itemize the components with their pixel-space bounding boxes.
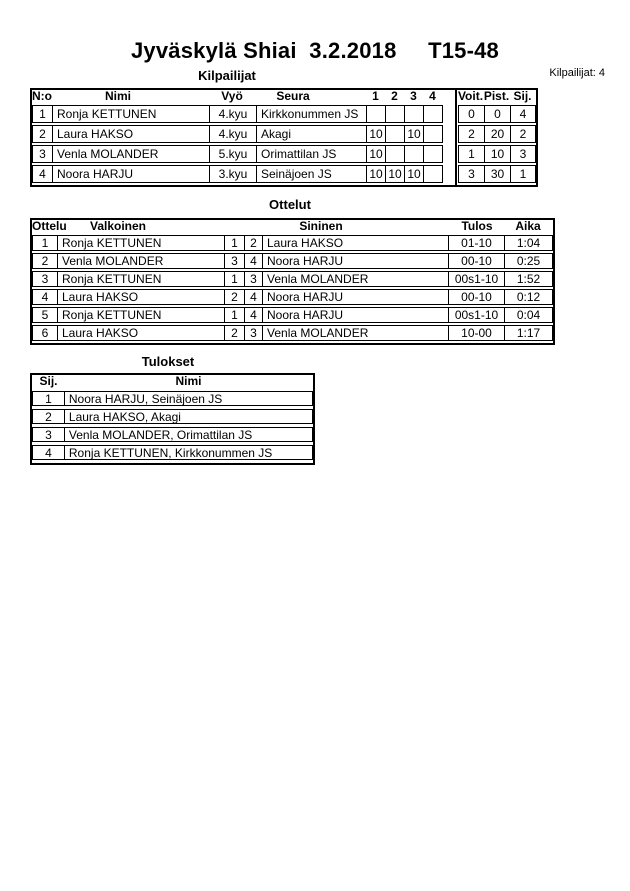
cell-blue-no: 2 [244,235,263,251]
cell-score-1 [366,105,386,123]
cell-score-4 [423,125,443,143]
cell-sij: 2 [510,125,536,143]
cell-sij: 2 [32,409,65,424]
cell-tulos: 00-10 [448,253,505,269]
cell-valkoinen: Laura HAKSO [57,325,225,341]
cell-seura: Akagi [256,125,367,143]
cell-nimi: Ronja KETTUNEN, Kirkkonummen JS [64,445,313,460]
cell-blue-no: 4 [244,307,263,323]
cell-match-no: 5 [32,307,58,323]
cell-blue-no: 4 [244,289,263,305]
cell-blue-no: 3 [244,271,263,287]
cell-tulos: 00s1-10 [448,307,505,323]
cell-aika: 1:52 [504,271,553,287]
cell-aika: 1:17 [504,325,553,341]
col-header-2: 2 [391,89,398,103]
cell-seura: Seinäjoen JS [256,165,367,183]
cell-score-3 [404,145,424,163]
cell-score-2 [385,145,405,163]
table-row [32,105,536,123]
cell-no: 3 [32,145,53,163]
cell-voit: 1 [458,145,485,163]
competitors-count: Kilpailijat: 4 [549,67,605,79]
table-row [32,427,313,442]
kilpailijat-header-row [32,90,536,103]
cell-match-no: 3 [32,271,58,287]
cell-sij: 3 [510,145,536,163]
cell-nimi: Venla MOLANDER, Orimattilan JS [64,427,313,442]
cell-nimi: Laura HAKSO [52,125,210,143]
bold-section-divider [455,88,457,187]
cell-score-2 [385,105,405,123]
cell-score-1: 10 [366,145,386,163]
ottelut-heading: Ottelut [269,197,311,212]
table-row [32,125,536,143]
col-header-valkoinen: Valkoinen [89,219,147,233]
kilpailijat-heading: Kilpailijat [198,68,256,83]
cell-match-no: 2 [32,253,58,269]
cell-aika: 0:04 [504,307,553,323]
cell-voit: 3 [458,165,485,183]
cell-sininen: Noora HARJU [262,289,449,305]
col-header-vyo: Vyö [221,89,243,103]
ottelut-header-row [32,220,553,233]
cell-score-4 [423,145,443,163]
cell-voit: 0 [458,105,485,123]
cell-match-no: 1 [32,235,58,251]
col-header-sij: Sij. [513,89,532,103]
cell-tulos: 10-00 [448,325,505,341]
col-header-tulos: Tulos [461,219,493,233]
table-row [32,145,536,163]
cell-white-no: 2 [224,289,245,305]
cell-score-4 [423,165,443,183]
col-header-sininen: Sininen [299,219,343,233]
cell-sij: 1 [510,165,536,183]
table-row [32,253,553,269]
cell-white-no: 1 [224,235,245,251]
ottelut-table [30,218,555,345]
cell-score-1: 10 [366,125,386,143]
col-header-no: N:o [32,89,52,103]
cell-white-no: 1 [224,307,245,323]
cell-blue-no: 3 [244,325,263,341]
table-row [32,289,553,305]
cell-valkoinen: Ronja KETTUNEN [57,271,225,287]
cell-aika: 0:12 [504,289,553,305]
cell-sininen: Laura HAKSO [262,235,449,251]
cell-seura: Orimattilan JS [256,145,367,163]
cell-pist: 20 [484,125,511,143]
cell-no: 1 [32,105,53,123]
table-row [32,165,536,183]
cell-seura: Kirkkonummen JS [256,105,367,123]
page-title: Jyväskylä Shiai 3.2.2018 T15-48 [130,38,499,63]
cell-vyo: 3.kyu [209,165,257,183]
cell-vyo: 4.kyu [209,105,257,123]
table-row [32,445,313,460]
cell-vyo: 4.kyu [209,125,257,143]
tulokset-header-row [32,375,313,388]
table-row [32,391,313,406]
cell-sij: 4 [32,445,65,460]
cell-match-no: 4 [32,289,58,305]
cell-pist: 0 [484,105,511,123]
table-row [32,235,553,251]
cell-vyo: 5.kyu [209,145,257,163]
cell-aika: 0:25 [504,253,553,269]
cell-score-3: 10 [404,125,424,143]
cell-tulos: 00s1-10 [448,271,505,287]
col-header-nimi: Nimi [175,374,202,388]
cell-valkoinen: Ronja KETTUNEN [57,307,225,323]
kilpailijat-table [30,88,538,187]
cell-nimi: Venla MOLANDER [52,145,210,163]
col-header-3: 3 [410,89,417,103]
cell-white-no: 2 [224,325,245,341]
cell-white-no: 1 [224,271,245,287]
col-header-aika: Aika [515,219,541,233]
col-header-4: 4 [429,89,436,103]
cell-pist: 30 [484,165,511,183]
cell-aika: 1:04 [504,235,553,251]
cell-valkoinen: Laura HAKSO [57,289,225,305]
col-header-voit: Voit. [457,89,484,103]
cell-voit: 2 [458,125,485,143]
cell-tulos: 01-10 [448,235,505,251]
cell-valkoinen: Ronja KETTUNEN [57,235,225,251]
col-header-ottelu: Ottelu [32,219,67,233]
table-row [32,325,553,341]
cell-score-2 [385,125,405,143]
cell-blue-no: 4 [244,253,263,269]
cell-nimi: Ronja KETTUNEN [52,105,210,123]
col-header-sij: Sij. [39,374,58,388]
cell-sininen: Venla MOLANDER [262,271,449,287]
cell-sij: 1 [32,391,65,406]
cell-sininen: Venla MOLANDER [262,325,449,341]
table-row [32,271,553,287]
cell-match-no: 6 [32,325,58,341]
col-header-pist: Pist. [483,89,510,103]
cell-score-2: 10 [385,165,405,183]
cell-valkoinen: Venla MOLANDER [57,253,225,269]
cell-no: 4 [32,165,53,183]
cell-score-3 [404,105,424,123]
cell-sininen: Noora HARJU [262,307,449,323]
cell-nimi: Noora HARJU, Seinäjoen JS [64,391,313,406]
cell-nimi: Noora HARJU [52,165,210,183]
cell-sij: 4 [510,105,536,123]
col-header-seura: Seura [276,89,310,103]
cell-white-no: 3 [224,253,245,269]
tulokset-table [30,373,315,465]
cell-score-3: 10 [404,165,424,183]
tulokset-heading: Tulokset [141,354,195,369]
cell-score-1: 10 [366,165,386,183]
col-header-nimi: Nimi [104,89,131,103]
table-row [32,409,313,424]
cell-sij: 3 [32,427,65,442]
cell-sininen: Noora HARJU [262,253,449,269]
cell-score-4 [423,105,443,123]
cell-no: 2 [32,125,53,143]
col-header-1: 1 [372,89,379,103]
table-row [32,307,553,323]
cell-pist: 10 [484,145,511,163]
cell-nimi: Laura HAKSO, Akagi [64,409,313,424]
cell-tulos: 00-10 [448,289,505,305]
